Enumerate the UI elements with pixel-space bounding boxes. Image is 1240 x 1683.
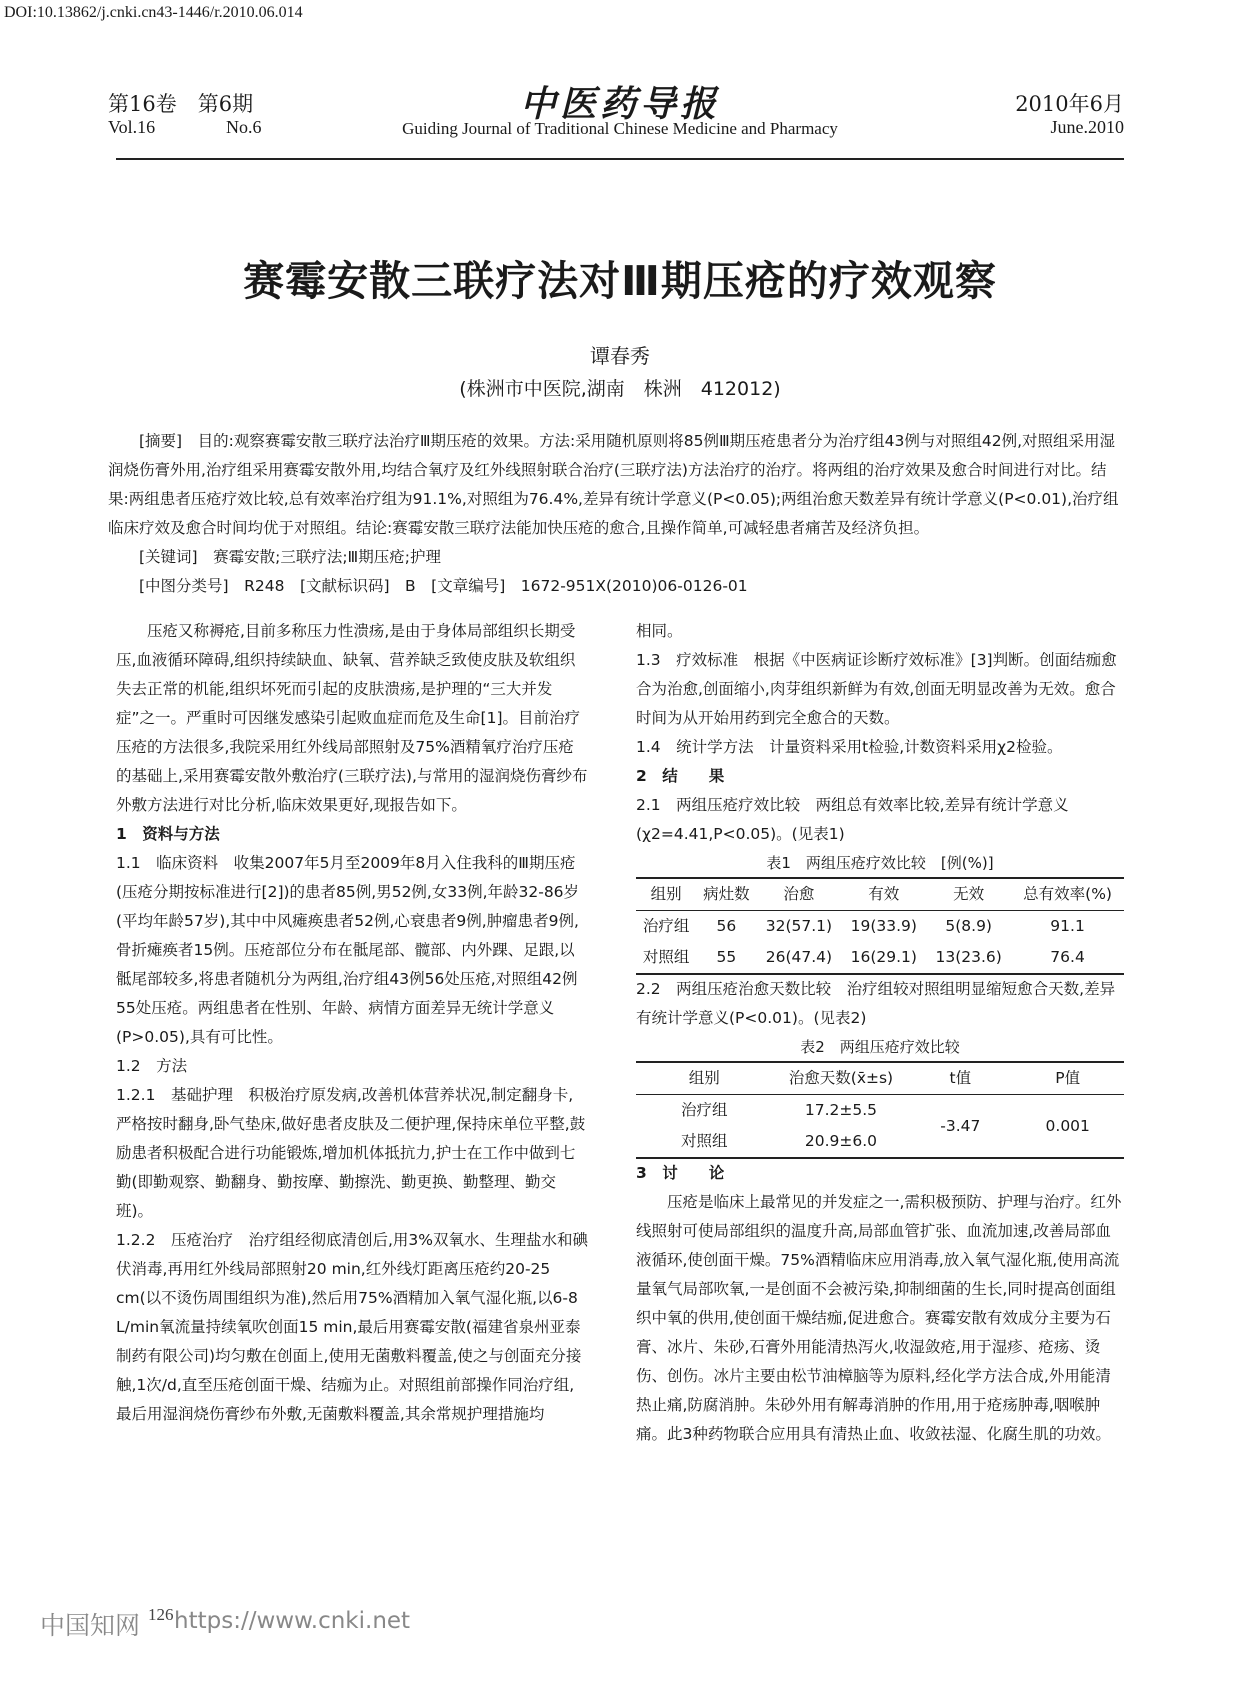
right-column: [636, 617, 1124, 1449]
table1-caption: 表1 两组压疮疗效比较 [例(%)]: [766, 854, 994, 872]
section-1-3: 1.3 疗效标准 根据《中医病证诊断疗效标准》[3]判断。创面结痂愈合为治愈,创面缩小,肉芽组织新鲜为有效,创面无明显改善为无效。愈合时间为从开始用药到完全愈合的天数。: [636, 651, 1117, 727]
cnki-watermark: 中国知网: [40, 1611, 141, 1640]
table1-header: 病灶数: [703, 885, 750, 903]
cnki-url[interactable]: https://www.cnki.net: [174, 1608, 411, 1634]
section-1-2-2: 1.2.2 压疮治疗 治疗组经彻底清创后,用3%双氧水、生理盐水和碘伏消毒,再用红外线局部照射20 min,红外线灯距离压疮约20-25 cm(以不烫伤周围组织为准),然后用75%酒精加入氧气湿化瓶,以6-8 L/min氧流量持续氧吹创面15 min,最后用赛霉安散(福建省泉州亚泰制药有限公司)均匀敷在创面上,使用无菌敷料覆盖,使之与创面充分接触,1次/d,直至压疮创面干燥、结痂为止。对照组前部操作同治疗组,最后用湿润烧伤膏纱布外敷,无菌敷料覆盖,其余常规护理措施均: [116, 1231, 588, 1423]
section-2-heading: 2 结 果: [636, 767, 725, 785]
section-3-heading: 3 讨 论: [636, 1164, 725, 1182]
table1-header: 组别: [650, 885, 682, 903]
table-row: [636, 942, 1124, 974]
table2-header: P值: [1055, 1069, 1081, 1087]
table-cell: 26(47.4): [765, 948, 833, 966]
section-1-2-heading: 1.2 方法: [116, 1057, 188, 1075]
page-number: 126: [148, 1605, 174, 1624]
table-cell: 治疗组: [642, 917, 690, 935]
table-cell: 55: [716, 948, 737, 966]
table-cell: 91.1: [1050, 917, 1085, 935]
table1-header: 有效: [868, 885, 900, 903]
continued-text: 相同。: [636, 622, 683, 640]
date-cn: 2010年6月: [1015, 92, 1124, 116]
article-title: 赛霉安散三联疗法对Ⅲ期压疮的疗效观察: [243, 257, 997, 305]
table2-header: 组别: [688, 1069, 720, 1087]
table1-header: 无效: [953, 885, 985, 903]
table-cell: 32(57.1): [765, 917, 833, 935]
table1-header: 治愈: [783, 885, 815, 903]
intro-paragraph: 压疮又称褥疮,目前多称压力性溃疡,是由于身体局部组织长期受压,血液循环障碍,组织持续缺血、缺氧、营养缺乏致使皮肤及软组织失去正常的机能,组织坏死而引起的皮肤溃疡,是护理的“三大并发症”之一。严重时可因继发感染引起败血症而危及生命[1]。目前治疗压疮的方法很多,我院采用红外线局部照射及75%酒精氧疗治疗压疮的基础上,采用赛霉安散外敷治疗(三联疗法),与常用的湿润烧伤膏纱布外敷方法进行对比分析,临床效果更好,现报告如下。: [116, 622, 588, 814]
affiliation: (株洲市中医院,湖南 株洲 412012): [459, 378, 781, 400]
table2: [636, 1061, 1124, 1159]
journal-title-en: Guiding Journal of Traditional Chinese Medicine and Pharmacy: [402, 119, 838, 138]
section-1-heading: 1 资料与方法: [116, 825, 220, 843]
table-cell: 5(8.9): [945, 917, 992, 935]
volume-issue-cn: 第16卷 第6期: [108, 92, 254, 116]
table1-header: 总有效率(%): [1023, 885, 1112, 903]
t-value: -3.47: [940, 1116, 981, 1135]
discussion-paragraph: 压疮是临床上最常见的并发症之一,需积极预防、护理与治疗。红外线照射可使局部组织的温度升高,局部血管扩张、血流加速,改善局部血液循环,使创面干燥。75%酒精临床应用消毒,放入氧气湿化瓶,使用高流量氧气局部吹氧,一是创面不会被污染,抑制细菌的生长,同时提高创面组织中氧的供用,使创面干燥结痂,促进愈合。赛霉安散有效成分主要为石膏、冰片、朱砂,石膏外用能清热泻火,收湿敛疮,用于湿疹、疮疡、烫伤、创伤。冰片主要由松节油樟脑等为原料,经化学方法合成,外用能清热止痛,防腐消肿。朱砂外用有解毒消肿的作用,用于疮疡肿毒,咽喉肿痛。此3种药物联合应用具有清热止血、收敛祛湿、化腐生肌的功效。: [636, 1193, 1122, 1443]
author: 谭春秀: [590, 344, 650, 368]
table2-header: t值: [949, 1069, 972, 1087]
journal-logo-cn: 中医药导报: [519, 83, 720, 125]
table-cell: 对照组: [681, 1132, 728, 1150]
table-cell: 13(23.6): [935, 948, 1002, 966]
volume-en: Vol.16: [108, 117, 156, 137]
table-cell: 20.9±6.0: [804, 1132, 878, 1150]
section-2-2: 2.2 两组压疮治愈天数比较 治疗组较对照组明显缩短愈合天数,差异有统计学意义(P<0.01)。(见表2): [636, 980, 1116, 1027]
section-1-4: 1.4 统计学方法 计量资料采用t检验,计数资料采用χ2检验。: [636, 738, 1063, 756]
issue-en: No.6: [226, 117, 262, 137]
table-cell: 16(29.1): [850, 948, 917, 966]
section-1-1: 1.1 临床资料 收集2007年5月至2009年8月入住我科的Ⅲ期压疮(压疮分期按标准进行[2])的患者85例,男52例,女33例,年龄32-86岁(平均年龄57岁),其中中风瘫痪患者52例,心衰患者9例,肿瘤患者9例,骨折瘫痪者15例。压疮部位分布在骶尾部、髋部、内外踝、足跟,以骶尾部较多,将患者随机分为两组,治疗组43例56处压疮,对照组42例55处压疮。两组患者在性别、年龄、病情方面差异无统计学意义(P>0.05),具有可比性。: [116, 854, 580, 1046]
table-cell: 19(33.9): [850, 917, 917, 935]
date-en: June.2010: [1050, 117, 1124, 137]
table1: [636, 877, 1124, 975]
section-1-2-1: 1.2.1 基础护理 积极治疗原发病,改善机体营养状况,制定翻身卡,严格按时翻身,卧气垫床,做好患者皮肤及二便护理,保持床单位平整,鼓励患者积极配合进行功能锻炼,增加机体抵抗力,护士在工作中做到七勤(即勤观察、勤翻身、勤按摩、勤擦洗、勤更换、勤整理、勤交班)。: [116, 1086, 586, 1220]
section-2-1: 2.1 两组压疮疗效比较 两组总有效率比较,差异有统计学意义(χ2=4.41,P<0.05)。(见表1): [636, 796, 1069, 843]
classification: [中图分类号] R248 [文献标识码] B [文章编号] 1672-951X(2010)06-0126-01: [139, 577, 748, 595]
table-cell: 治疗组: [681, 1101, 728, 1119]
table2-caption: 表2 两组压疮疗效比较: [800, 1038, 960, 1056]
table-cell: 76.4: [1050, 948, 1085, 966]
p-value: 0.001: [1045, 1116, 1090, 1135]
doi-line: DOI:10.13862/j.cnki.cn43-1446/r.2010.06.014: [4, 4, 303, 21]
abstract-text: [摘要] 目的:观察赛霉安散三联疗法治疗Ⅲ期压疮的效果。方法:采用随机原则将85例Ⅲ期压疮患者分为治疗组43例与对照组42例,对照组采用湿润烧伤膏外用,治疗组采用赛霉安散外用,均结合氧疗及红外线照射联合治疗(三联疗法)方法治疗的治疗。将两组的治疗效果及愈合时间进行对比。结果:两组患者压疮疗效比较,总有效率治疗组为91.1%,对照组为76.4%,差异有统计学意义(P<0.05);两组治愈天数差异有统计学意义(P<0.01),治疗组临床疗效及愈合时间均优于对照组。结论:赛霉安散三联疗法能加快压疮的愈合,且操作简单,可减轻患者痛苦及经济负担。: [108, 432, 1119, 537]
abstract-block: [108, 427, 1124, 601]
table-row: [636, 1095, 1124, 1127]
table2-header: 治愈天数(x̄±s): [788, 1069, 894, 1087]
table-row: [636, 911, 1124, 943]
keywords: [关键词] 赛霉安散;三联疗法;Ⅲ期压疮;护理: [139, 548, 441, 566]
left-column: [116, 617, 588, 1429]
header-rule: [116, 158, 1124, 160]
table-cell: 17.2±5.5: [804, 1101, 878, 1119]
table-cell: 对照组: [642, 948, 690, 966]
table-cell: 56: [716, 917, 737, 935]
